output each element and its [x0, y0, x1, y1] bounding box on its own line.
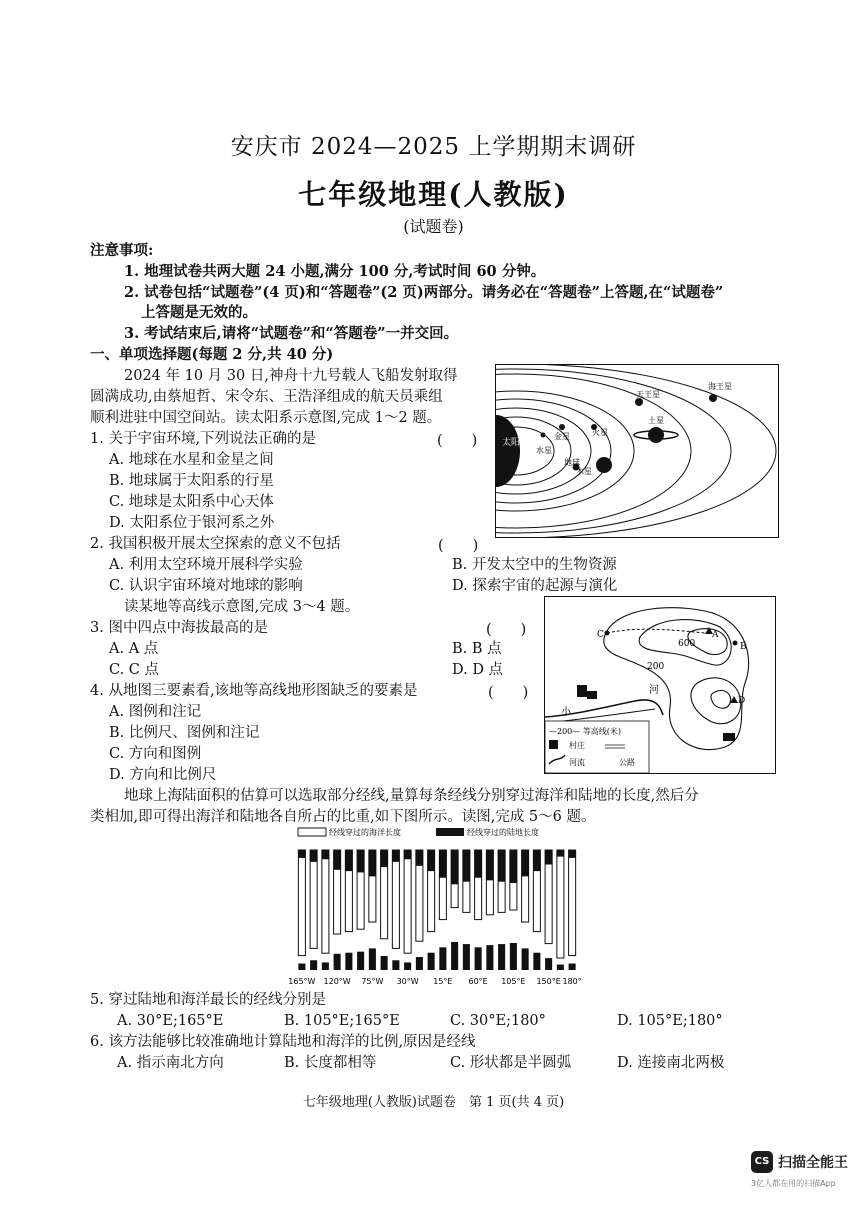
ocean-bar-150°W — [310, 850, 317, 948]
solar-system-diagram — [496, 365, 778, 537]
option: D. D 点 — [452, 662, 504, 678]
land-bar-north-150°E — [545, 850, 552, 865]
camscanner-name: 扫描全能王 — [778, 1155, 848, 1171]
village-marker-3 — [723, 733, 735, 741]
passage-line: 类相加,即可得出海洋和陆地各自所占的比重,如下图所示。读图,完成 5～6 题。 — [90, 809, 596, 825]
land-bar-north-120°W — [334, 850, 341, 870]
ocean-bar-165°W — [298, 850, 305, 956]
contour-map — [545, 597, 775, 773]
passage-line: 读某地等高线示意图,完成 3～4 题。 — [124, 599, 360, 615]
legend-contour: —200— 等高线(米) — [549, 727, 622, 736]
legend-ocean-swatch — [298, 828, 326, 836]
point-b-dot — [733, 641, 738, 646]
venus-dot — [559, 424, 565, 430]
passage-line: 圆满成功,由蔡旭哲、宋令东、王浩泽组成的航天员乘组 — [90, 389, 443, 405]
venus-label: 金星 — [554, 432, 570, 441]
x-tick-label: 120°W — [323, 977, 351, 986]
point-b-label: B — [740, 642, 747, 652]
jupiter-label: 木星 — [576, 467, 592, 476]
point-c-label: C — [597, 630, 604, 640]
ocean-bar-45°W — [392, 850, 399, 948]
land-bar-north-135°E — [533, 850, 540, 871]
option: B. 地球属于太阳系的行星 — [109, 473, 274, 489]
ocean-bar-30°W — [404, 850, 411, 953]
x-tick-label: 60°E — [468, 977, 488, 986]
note-item: 2. 试卷包括“试题卷”(4 页)和“答题卷”(2 页)两部分。请务必在“答题卷”上答题,在“试题卷” — [124, 284, 724, 301]
x-tick-label: 75°W — [361, 977, 384, 986]
camscanner-tagline: 3亿人都在用的扫描App — [751, 1179, 836, 1188]
x-tick-label: 105°E — [501, 977, 526, 986]
option: A. 图例和注记 — [109, 704, 202, 720]
legend-land-label: 经线穿过的陆地长度 — [467, 828, 539, 837]
question-2-stem: 2. 我国积极开展太空探索的意义不包括 — [90, 536, 341, 552]
option: B. 长度都相等 — [284, 1055, 377, 1071]
page-footer: 七年级地理(人教版)试题卷 第 1 页(共 4 页) — [302, 1095, 565, 1110]
land-bar-south-0° — [428, 953, 435, 970]
mercury-label: 水星 — [536, 446, 552, 455]
option: D. 105°E;180° — [617, 1013, 723, 1029]
question-6-stem: 6. 该方法能够比较准确地计算陆地和海洋的比例,原因是经线 — [90, 1034, 476, 1050]
land-bar-north-105°W — [345, 850, 352, 871]
ocean-bar-135°W — [322, 850, 329, 953]
land-bar-south-120°W — [334, 954, 341, 970]
land-bar-south-90°E — [498, 944, 505, 970]
river-label: 河 — [649, 685, 659, 696]
uranus-label: 天王星 — [636, 390, 660, 399]
land-bar-south-15°W — [416, 957, 423, 970]
land-bar-south-105°E — [510, 943, 517, 970]
sun-label: 太阳 — [502, 438, 521, 448]
land-bar-north-105°E — [510, 850, 517, 883]
land-bar-north-0° — [428, 850, 435, 871]
land-bar-south-30°E — [451, 942, 458, 970]
question-5-stem: 5. 穿过陆地和海洋最长的经线分别是 — [90, 992, 326, 1008]
land-bar-south-75°E — [486, 945, 493, 970]
land-bar-north-75°W — [369, 850, 376, 876]
option: A. 地球在水星和金星之间 — [109, 452, 274, 468]
note-item: 3. 考试结束后,请将“试题卷”和“答题卷”一并交回。 — [124, 325, 459, 342]
contour-600-label: 600 — [678, 639, 696, 649]
mercury-dot — [541, 433, 546, 438]
land-bar-north-45°E — [463, 850, 470, 882]
option: C. 30°E;180° — [450, 1013, 546, 1029]
land-bar-north-60°W — [381, 850, 388, 867]
x-tick-label: 150°E — [536, 977, 561, 986]
option: C. C 点 — [109, 662, 159, 678]
village-marker-2 — [587, 691, 597, 699]
mars-label: 火星 — [592, 428, 608, 437]
passage-line: 顺利进驻中国空间站。读太阳系示意图,完成 1～2 题。 — [90, 410, 442, 426]
note-item: 1. 地理试卷共两大题 24 小题,满分 100 分,考试时间 60 分钟。 — [124, 263, 546, 280]
passage-line: 2024 年 10 月 30 日,神舟十九号载人飞船发射取得 — [124, 368, 458, 384]
answer-bracket: ( ) — [486, 622, 527, 638]
option: C. 认识宇宙环境对地球的影响 — [109, 578, 303, 594]
option: A. 利用太空环境开展科学实验 — [109, 557, 303, 573]
saturn-label: 土星 — [648, 416, 664, 425]
option: D. 太阳系位于银河系之外 — [109, 515, 275, 531]
ocean-bar-165°E — [557, 850, 564, 958]
question-4-stem: 4. 从地图三要素看,该地等高线地形图缺乏的要素是 — [90, 683, 418, 699]
meridian-bar-svg — [288, 826, 588, 990]
land-bar-south-45°E — [463, 944, 470, 970]
land-bar-north-180° — [569, 850, 576, 858]
land-bar-north-165°W — [298, 850, 305, 858]
earth-label: 地球 — [564, 458, 580, 467]
option: D. 方向和比例尺 — [109, 767, 217, 783]
answer-bracket: ( ) — [488, 685, 529, 701]
land-bar-north-90°E — [498, 850, 505, 882]
neptune-dot — [709, 394, 717, 402]
land-bar-south-180° — [569, 964, 576, 970]
land-bar-north-165°E — [557, 850, 564, 857]
land-bar-south-60°E — [475, 947, 482, 970]
x-tick-label: 15°E — [433, 977, 453, 986]
land-bar-south-75°W — [369, 948, 376, 970]
land-bar-north-90°W — [357, 850, 364, 872]
jupiter-dot — [596, 457, 612, 473]
contour-200-label: 200 — [647, 662, 665, 672]
option: A. 30°E;165°E — [117, 1013, 224, 1029]
land-bar-north-30°W — [404, 850, 411, 859]
legend-road: 公路 — [619, 758, 635, 767]
point-c-dot — [605, 631, 610, 636]
option: C. 地球是太阳系中心天体 — [109, 494, 274, 510]
legend-village: 村庄 — [569, 741, 585, 750]
point-a-label: A — [712, 630, 719, 640]
land-bar-south-105°W — [345, 953, 352, 970]
option: A. A 点 — [109, 641, 159, 657]
exam-subject: 七年级地理(人教版) — [298, 178, 569, 211]
saturn-dot — [648, 427, 664, 443]
option: B. 开发太空中的生物资源 — [452, 557, 617, 573]
section-heading: 一、单项选择题(每题 2 分,共 40 分) — [90, 346, 334, 363]
ocean-bar-180° — [569, 850, 576, 956]
notes-heading: 注意事项: — [90, 242, 154, 259]
x-tick-label: 180° — [562, 977, 582, 986]
paper-type: (试题卷) — [403, 217, 464, 236]
uranus-dot — [635, 398, 643, 406]
meridian-bar-chart — [288, 826, 588, 990]
legend-village-icon — [549, 740, 558, 749]
option: B. 比例尺、图例和注记 — [109, 725, 260, 741]
land-bar-north-15°W — [416, 850, 423, 866]
land-bar-south-135°W — [322, 962, 329, 970]
land-bar-south-150°W — [310, 960, 317, 970]
land-bar-south-15°E — [439, 947, 446, 970]
option: B. 105°E;165°E — [284, 1013, 400, 1029]
land-bar-south-90°W — [357, 952, 364, 970]
exam-title: 安庆市 2024—2025 上学期期末调研 — [230, 134, 637, 160]
option: A. 指示南北方向 — [117, 1055, 224, 1071]
option: C. 方向和图例 — [109, 746, 202, 762]
legend-river: 河流 — [569, 758, 585, 767]
village-marker-1 — [577, 685, 587, 697]
land-bar-south-165°W — [298, 964, 305, 970]
answer-bracket: ( ) — [437, 433, 478, 449]
contour-map-figure — [544, 596, 776, 774]
sun-shape — [496, 415, 520, 487]
land-bar-north-30°E — [451, 850, 458, 884]
land-bar-north-75°E — [486, 850, 493, 880]
option: D. 连接南北两极 — [617, 1055, 725, 1071]
land-bar-north-120°E — [522, 850, 529, 876]
question-1-stem: 1. 关于宇宙环境,下列说法正确的是 — [90, 431, 317, 447]
land-bar-south-60°W — [381, 956, 388, 970]
point-d-label: D — [738, 696, 746, 706]
x-tick-label: 30°W — [396, 977, 419, 986]
answer-bracket: ( ) — [438, 538, 479, 554]
legend-land-swatch — [436, 828, 464, 836]
land-bar-south-120°E — [522, 948, 529, 970]
camscanner-logo: CS — [751, 1151, 773, 1173]
option: B. B 点 — [452, 641, 502, 657]
note-item: 上答题是无效的。 — [141, 304, 257, 321]
land-bar-north-45°W — [392, 850, 399, 862]
neptune-label: 海王星 — [708, 382, 732, 391]
legend-ocean-label: 经线穿过的海洋长度 — [329, 828, 401, 837]
option: D. 探索宇宙的起源与演化 — [452, 578, 618, 594]
land-bar-north-15°E — [439, 850, 446, 878]
option: C. 形状都是半圆弧 — [450, 1055, 572, 1071]
land-bar-north-150°W — [310, 850, 317, 862]
passage-line: 地球上海陆面积的估算可以选取部分经线,量算每条经线分别穿过海洋和陆地的长度,然后分 — [124, 788, 699, 804]
question-3-stem: 3. 图中四点中海拔最高的是 — [90, 620, 268, 636]
river-label-small: 小 — [561, 707, 571, 718]
land-bar-south-165°E — [557, 965, 564, 970]
land-bar-south-135°E — [533, 953, 540, 970]
x-tick-label: 165°W — [288, 977, 316, 986]
land-bar-south-150°E — [545, 958, 552, 970]
land-bar-south-45°W — [392, 960, 399, 970]
land-bar-south-30°W — [404, 962, 411, 970]
solar-system-figure — [495, 364, 779, 538]
land-bar-north-135°W — [322, 850, 329, 859]
land-bar-north-60°E — [475, 850, 482, 878]
